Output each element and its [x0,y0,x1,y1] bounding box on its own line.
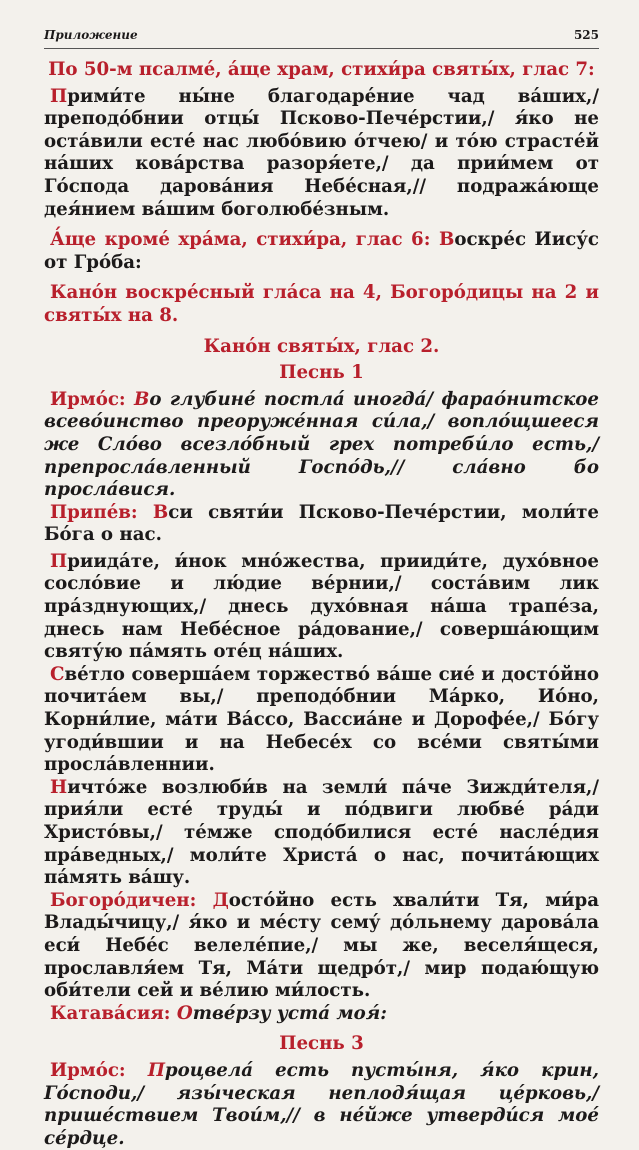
drop-initial: Д [212,889,229,911]
alt-stichera: А́ще кроме́ хра́ма, стихи́ра, глас 6: Воскре́с Иису́с от Гро́ба: [44,229,599,273]
rubric-label: Припе́в: [50,501,138,523]
theotokion: Богоро́дичен: Досто́йно есть хвали́ти Тя, ми́ра Влады́чицу,/ я́ко и ме́сту сему́ до́льнему дарова́ла еси́ Небе́с велеле́пие,/ мы же, веселя́щеся, прославля́ем Тя, Ма́ти щедро́т,/ мир подаю́щую оби́тели сей и ве́лию ми́лость. [44,889,599,1002]
drop-initial: В [134,388,150,410]
drop-initial: П [50,550,68,572]
stichera-text: Прими́те ны́не благодаре́ние чад ва́ших,/ преподо́бнии отцы́ Псково-Пече́рстии,/ я́ко не оста́вили есте́ нас любо́вию о́тчею/ и то́ю страсте́й на́ших кова́рства разоря́ете,/ да прии́мем от Го́спода дарова́ния Небе́сная,// подража́юще дея́нием ва́шим боголюбе́зным. [44,85,599,220]
running-head [44,28,599,42]
troparion: Ничто́же возлюби́в на земли́ па́че Зижди́теля,/ прия́ли есте́ труды́ и по́двиги любве́ ра́ди Христо́вы,/ те́мже сподо́билися есте́ насле́дия пра́ведных,/ моли́те Христа́ о нас, почита́ющих па́мять ва́шу. [44,776,599,889]
canon-title: Кано́н святы́х, глас 2. [203,335,440,357]
troparion: Све́тло соверша́ем торжество́ ва́ше сие́ и досто́йно почита́ем вы,/ преподо́бнии Ма́рко, Ио́но, Корни́лие, ма́ти Ва́ссо, Вассиа́не и Дорофе́е,/ Бо́гу угоди́вшии и на Небесе́х со все́ми святы́ми просла́вленнии. [44,663,599,776]
canon-intro: Кано́н воскре́сный гла́са на 4, Богоро́дицы на 2 и святы́х на 8. [44,282,599,326]
refrain: Припе́в: Вси святи́и Псково-Пече́рстии, моли́те Бо́га о нас. [44,501,599,546]
drop-initial: П [147,1059,165,1081]
header-rule [44,48,599,49]
rubric-label: Ирмо́с: [50,1059,126,1081]
drop-initial: Н [50,776,68,798]
ode-1-irmos: Ирмо́с: Во глубине́ постла́ иногда́/ фарао́нитское всево́инство преоруже́нная си́ла,/ вопло́щшееся же Сло́во всезло́бный грех потреби́ло есть,/ препросла́вленный Госпо́дь,// сла́вно бо просла́вися. [44,388,599,501]
drop-initial: В [438,229,455,251]
stichera-heading: По 50-м псалме́, а́ще храм, стихи́ра святы́х, глас 7: [48,59,595,80]
page-number: 525 [573,28,599,42]
section-title: Приложение [44,28,138,42]
drop-initial: О [176,1002,193,1024]
drop-initial: В [152,501,169,523]
troparion: Приида́те, и́нок мно́жества, прииди́те, духо́вное сосло́вие и лю́дие ве́рнии,/ соста́вим лик пра́зднующих,/ днесь духо́вная на́ша трапе́за, днесь нам Небе́сное ра́дование,/ соверша́ющим святу́ю па́мять оте́ц на́ших. [44,550,599,663]
rubric-label: А́ще кроме́ хра́ма, стихи́ра, глас 6: [50,229,431,251]
drop-initial: С [50,663,65,685]
katavasia: Катава́сия: Отве́рзу уста́ моя́: [50,1002,387,1024]
rubric-label: Богоро́дичен: [50,889,197,911]
drop-initial: П [50,85,68,107]
rubric-label: Катава́сия: [50,1002,171,1024]
ode-1-title: Песнь 1 [279,362,364,384]
ode-3-title: Песнь 3 [279,1033,364,1055]
rubric-label: Ирмо́с: [50,388,126,410]
ode-3-irmos: Ирмо́с: Процвела́ есть пусты́ня, я́ко крин, Го́споди,/ язы́ческая неплодя́щая це́рковь,/ прише́ствием Твои́м,// в не́йже утверди́ся мое́ се́рдце. [44,1059,599,1149]
